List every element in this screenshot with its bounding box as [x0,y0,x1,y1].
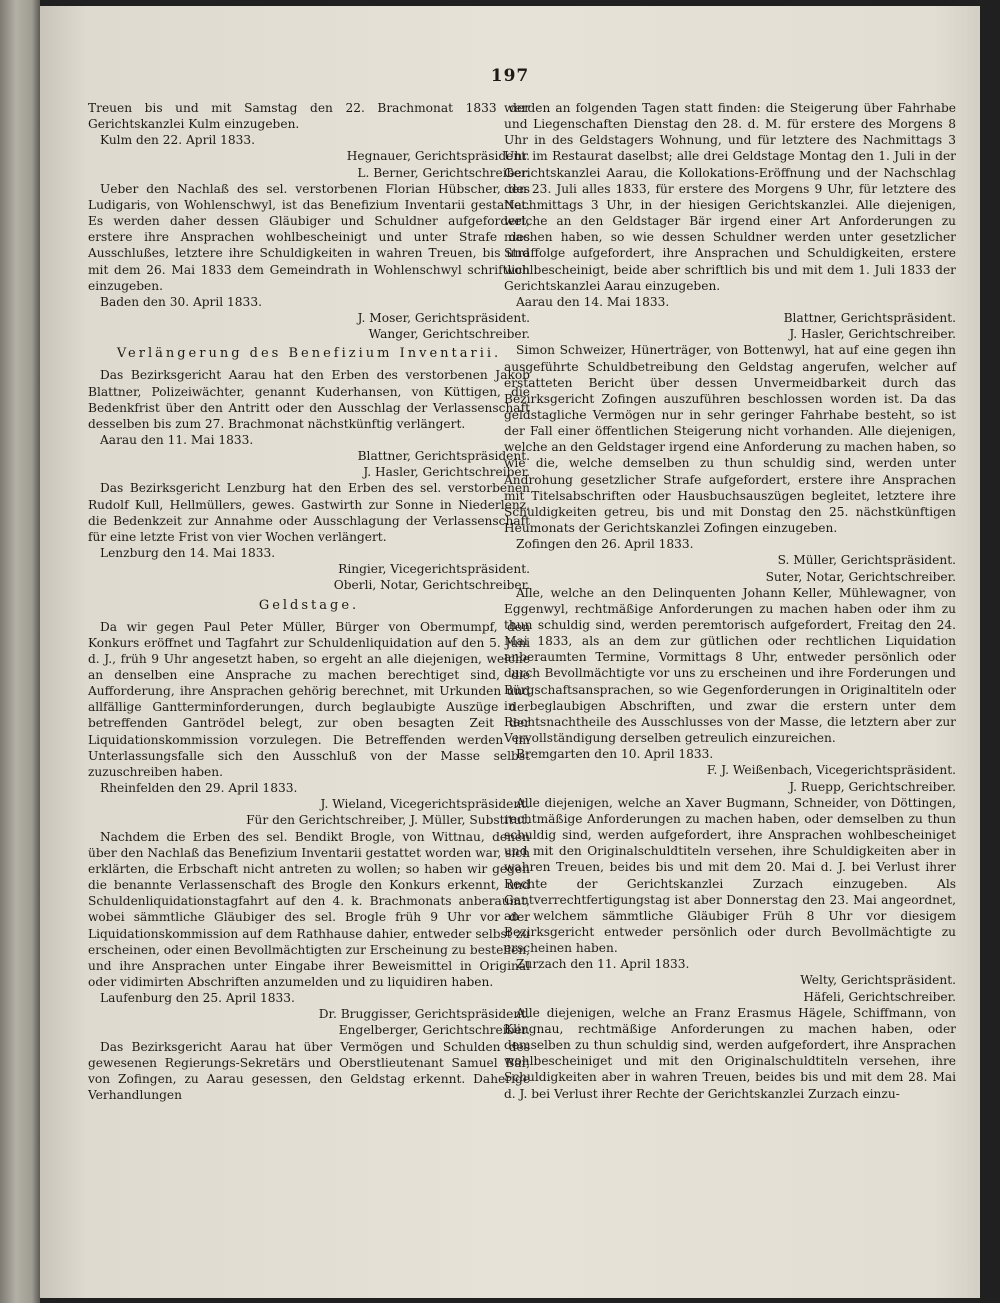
place-date-line: Lenzburg den 14. Mai 1833. [100,546,276,561]
signature-line: Wanger, Gerichtschreiber. [368,327,530,342]
notice-paragraph: Das Bezirksgericht Aarau hat den Erben des verstorbenen Jakob Blattner, Polizeiwächter, genannt Kuderhansen, von Küttigen, die Bedenkfrist über den Antritt oder den Ausschlag der Verlassenschaft desselben bis zum 27. Brachmonat nächstkünftig verlängert. [88,368,530,431]
section-heading: Verlängerung des Benefizium Inventarii. [116,346,502,362]
notice-paragraph: Alle diejenigen, welche an Franz Erasmus Hägele, Schiffmann, von Klingnau, rechtmäßige Anforderungen zu machen haben, oder demselben zu thun schuldig sind, werden aufgefordert, ihre Ansprachen wohlbescheiniget und mit den Originalschuldtiteln versehen, ihre Schuldigkeiten aber in wahren Treuen, beides bis und mit dem 28. Mai d. J. bei Verlust ihrer Rechte der Gerichtskanzlei Zurzach einzu- [504,1005,956,1101]
signature-line: Oberli, Notar, Gerichtschreiber. [333,578,530,593]
notice-paragraph: Das Bezirksgericht Aarau hat über Vermögen und Schulden des gewesenen Regierungs-Sekretärs und Oberstlieutenant Samuel Bär, von Zofingen, zu Aarau gesessen, den Geldstag erkennt. Daherige Verhandlungen [88,1039,530,1103]
notice-paragraph: Das Bezirksgericht Lenzburg hat den Erben des sel. verstorbenen Rudolf Kull, Hellmüllers, gewes. Gastwirth zur Sonne in Niederlenz, die Bedenkzeit zur Annahme oder Ausschlagung der Verlassenschaft für eine letzte Frist von vier Wochen verlängert. [88,481,530,544]
place-date-line: Zofingen den 26. April 1833. [516,537,694,552]
signature-line: Welty, Gerichtspräsident. [800,973,956,988]
signature-line: Engelberger, Gerichtschreiber. [338,1023,530,1038]
signature-line: Ringier, Vicegerichtspräsident. [338,562,530,577]
place-date-line: Rheinfelden den 29. April 1833. [100,781,298,796]
notice-paragraph: Da wir gegen Paul Peter Müller, Bürger von Obermumpf, den Konkurs eröffnet und Tagfahrt zur Schuldenliquidation auf den 5. Juni d. J., früh 9 Uhr angesetzt haben, so ergeht an alle diejenigen, welche an denselben eine Ansprache zu machen berechtiget sind, die Aufforderung, ihre Ansprachen gehörig berechnet, mit Urkunden und allfällige Gantterminforderungen, durch beglaubigte Auszüge der betreffenden Gantrödel belegt, zur oben besagten Zeit der Liquidationskommission vorzulegen. Die Betreffenden werden im Unterlassungsfalle sich den Ausschluß von der Masse selbst zuzuschreiben haben. [88,619,530,779]
continued-paragraph: werden an folgenden Tagen statt finden: die Steigerung über Fahrhabe und Liegenschaften Dienstag den 28. d. M. für erstere des Morgens 8 Uhr in des Geldstagers Wohnung, und für letztere des Nachmittags 3 Uhr im Restaurat daselbst; alle drei Geldstage Montag den 1. Juli in der Gerichtskanzlei Aarau, die Kollokations-Eröffnung und der Nachschlag den 23. Juli alles 1833, für erstere des Morgens 9 Uhr, für letztere des Nachmittags 3 Uhr, in der hiesigen Gerichtskanzlei. Alle diejenigen, welche an den Geldstager Bär irgend einer Art Anforderungen zu machen haben, so wie dessen Schuldner werden unter gesetzlicher Straffolge aufgefordert, ihre Ansprachen und Schuldigkeiten, erstere wohlbescheinigt, beide aber schriftlich bis und mit dem 1. Juli 1833 der Gerichtskanzlei Aarau einzugeben. [504,101,956,293]
place-date-line: Laufenburg den 25. April 1833. [100,991,295,1006]
signature-line: F. J. Weißenbach, Vicegerichtspräsident. [706,763,956,778]
facing-page-edge [0,0,40,1303]
place-date-line: Kulm den 22. April 1833. [100,133,255,148]
place-date-line: Zurzach den 11. April 1833. [516,957,690,972]
signature-line: J. Hasler, Gerichtschreiber. [363,465,530,480]
continued-paragraph: Treuen bis und mit Samstag den 22. Brachmonat 1833 der Gerichtskanzlei Kulm einzugeben. [88,101,530,132]
place-date-line: Baden den 30. April 1833. [100,294,262,309]
signature-line: Suter, Notar, Gerichtschreiber. [765,569,956,584]
section-heading: Geldstage. [258,597,360,613]
signature-line: Für den Gerichtschreiber, J. Müller, Substitut. [246,813,530,828]
signature-line: Häfeli, Gerichtschreiber. [803,989,956,1004]
notice-paragraph: Nachdem die Erben des sel. Bendikt Brogle, von Wittnau, denen über den Nachlaß das Benefizium Inventarii gestattet worden war, sich erklärten, die Erbschaft nicht antreten zu wollen; so haben wir gegen die benannte Verlassenschaft des Brogle den Konkurs erkennt, und Schuldenliquidationstagfahrt auf den 4. k. Brachmonats anberaumt, wobei sämmtliche Gläubiger des sel. Brogle früh 9 Uhr vor der Liquidationskommission auf dem Rathhause dahier, entweder selbst zu erscheinen, oder einen Bevollmächtigten zur Erscheinung zu bestellen, und ihre Ansprachen unter Eingabe ihrer Beweismittel in Original oder vidimirten Abschriften anzumelden und zu liquidiren haben. [88,829,531,989]
signature-line: S. Müller, Gerichtspräsident. [777,553,956,568]
notice-paragraph: Simon Schweizer, Hünerträger, von Bottenwyl, hat auf eine gegen ihn ausgeführte Schuldbetreibung den Geldstag angerufen, welcher auf erstatteten Bericht über dessen Unvermeidbarkeit durch das Bezirksgericht Zofingen auszuführen beschlossen worden ist. Da das geldstagliche Vermögen nur in sehr geringer Fahrhabe besteht, so ist der Fall einer öffentlichen Steigerung nicht vorhanden. Alle diejenigen, welche an den Geldstager irgend eine Anforderung zu machen haben, so wie die, welche demselben zu thun schuldig sind, werden unter Androhung gesetzlicher Strafe aufgefordert, erstere ihre Ansprachen mit Titelsabschriften oder Hausbuchsauszügen begleitet, letztere ihre Schuldigkeiten getreu, bis und mit Donstag den 25. nächstkünftigen Heumonats der Gerichtskanzlei Zofingen einzugeben. [504,343,956,536]
notice-paragraph: Alle, welche an den Delinquenten Johann Keller, Mühlewagner, von Eggenwyl, rechtmäßige Anforderungen zu machen haben oder ihm zu thun schuldig sind, werden peremtorisch aufgefordert, Freitag den 24. Mai 1833, als an dem zur gütlichen oder rechtlichen Liquidation anberaumten Termine, Vormittags 8 Uhr, entweder persönlich oder durch Bevollmächtigte vor uns zu erscheinen und ihre Forderungen und Bürgschaftsansprachen, so wie Gegenforderungen in Originaltiteln oder in beglaubigen Abschriften, und zwar die erstern unter dem Rechtsnachtheile des Ausschlusses von der Masse, die letztern aber zur Vervollständigung derselben getreulich einzureichen. [504,585,956,746]
signature-line: Hegnauer, Gerichtspräsident. [346,149,530,164]
place-date-line: Aarau den 11. Mai 1833. [100,432,254,447]
right-column [504,100,956,1102]
signature-line: J. Hasler, Gerichtschreiber. [789,327,956,342]
signature-line: Blattner, Gerichtspräsident. [783,311,956,326]
left-column [88,100,530,1103]
notice-paragraph: Alle diejenigen, welche an Xaver Bugmann, Schneider, von Döttingen, rechtmäßige Anforderungen zu machen haben, oder demselben zu thun schuldig sind, werden aufgefordert, ihre Ansprachen wohlbescheiniget und mit den Originalschuldtiteln versehen, ihre Schuldigkeiten aber in wahren Treuen, beides bis und mit dem 20. Mai d. J. bei Verlust ihrer Rechte der Gerichtskanzlei Zurzach einzugeben. Als Gantverrechtfertigungstag ist aber Donnerstag den 23. Mai angeordnet, an welchem sämmtliche Gläubiger Früh 8 Uhr vor diesigem Bezirksgericht entweder persönlich oder durch Bevollmächtigte zu erscheinen haben. [504,795,956,956]
newspaper-page [40,6,980,1298]
signature-line: J. Wieland, Vicegerichtspräsident. [320,797,530,812]
page-number: 197 [490,66,530,86]
signature-line: J. Ruepp, Gerichtschreiber. [789,779,956,794]
place-date-line: Bremgarten den 10. April 1833. [516,747,714,762]
place-date-line: Aarau den 14. Mai 1833. [516,294,670,309]
signature-line: Blattner, Gerichtspräsident. [357,449,530,464]
signature-line: L. Berner, Gerichtschreiber. [357,165,530,180]
signature-line: J. Moser, Gerichtspräsident. [357,311,530,326]
signature-line: Dr. Bruggisser, Gerichtspräsident. [318,1007,530,1022]
notice-paragraph: Ueber den Nachlaß des sel. verstorbenen Florian Hübscher, des Ludigaris, von Wohlenschwyl, ist das Benefizium Inventarii gestattet. Es werden daher dessen Gläubiger und Schuldner aufgefordert, erstere ihre Ansprachen wohlbescheinigt und unter Strafe des Ausschlußes, letztere ihre Schuldigkeiten in wahren Treuen, bis und mit dem 26. Mai 1833 dem Gemeindrath in Wohlenschwyl schriftlich einzugeben. [88,181,530,293]
